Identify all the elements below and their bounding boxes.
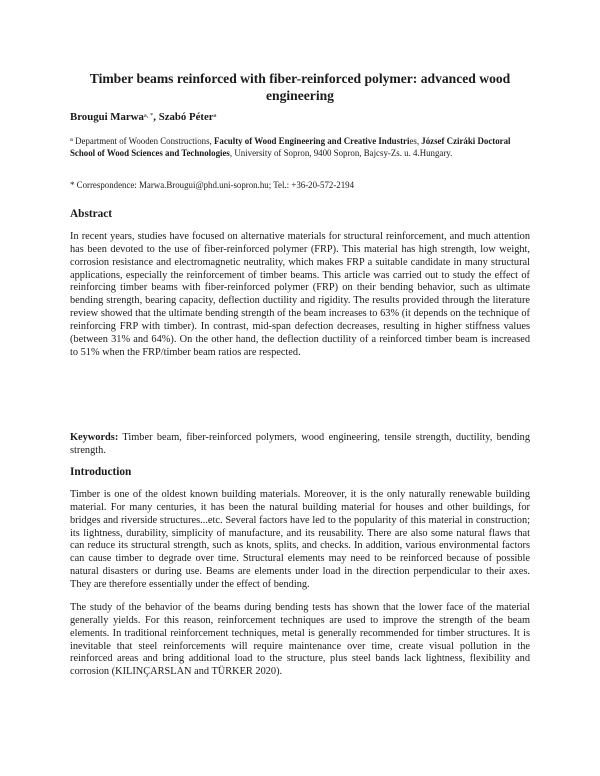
abstract-heading: Abstract (70, 208, 113, 220)
affiliation-faculty: Faculty of Wood Engineering and Creative Industri (214, 136, 410, 146)
keywords-text: Timber beam, fiber-reinforced polymers, wood engineering, tensile strength, ductility, bending strength. (70, 432, 530, 456)
author-list (70, 111, 216, 123)
introduction-paragraph-2: The study of the behavior of the beams during bending tests has shown that the lower face of the material generally yields. For this reason, reinforcement techniques are used to improve the strength of the beam elements. In traditional reinforcement techniques, metal is generally recommended for timber structures. It is inevitable that steel reinforcements will require maintenance over time, create visual pollution in the reinforced areas and bring additional load to the structure, plus steel bands lack lightness, flexibility and corrosion (KILINÇARSLAN and TÜRKER 2020). (70, 602, 530, 678)
author-affiliation-mark: a, * (143, 112, 154, 119)
author-name: Brougui Marwa (70, 111, 144, 123)
author-separator: , (153, 111, 159, 123)
keywords-label: Keywords: (70, 432, 119, 443)
author-name: Szabó Péter (158, 111, 214, 123)
affiliation-department: Department of Wooden Constructions, (72, 136, 214, 146)
affiliation (70, 134, 530, 159)
affiliation-mark: a (70, 136, 73, 143)
affiliation-doctoral-school: József Cziráki Doctoral School of Wood Sciences and Technologies (70, 136, 511, 159)
introduction-heading: Introduction (70, 466, 132, 478)
correspondence-line: * Correspondence: Marwa.Brougui@phd.uni-sopron.hu; Tel.: +36-20-572-2194 (70, 180, 355, 190)
abstract-text: In recent years, studies have focused on alternative materials for structural reinforcement, and much attention has been devoted to the use of fiber-reinforced polymer (FRP). This material has high strength, low weight, corrosion resistance and electromagnetic neutrality, which makes FRP a suitable candidate in many structural applications, especially the reinforcement of timber beams. This article was carried out to study the effect of reinforcing timber beams with fiber-reinforced polymer (FRP) on their bending behavior, such as ultimate bending strength, bearing capacity, deflection ductility and rigidity. The results provided through the literature review showed that the ultimate bending strength of the beam increases to 63% (it depends on the technique of reinforcing FRP with timber). In contrast, mid-span defection decreases, resulting in higher stiffness values (between 31% and 64%). On the other hand, the deflection ductility of a reinforced timber beam is increased to 51% when the FRP/timber beam ratios are respected. (70, 231, 530, 358)
keywords-line (70, 432, 530, 458)
author-affiliation-mark: a (213, 112, 217, 119)
paper-title: Timber beams reinforced with fiber-reinforced polymer: advanced wood engineering (89, 71, 511, 103)
affiliation-text: es, (409, 136, 422, 146)
introduction-paragraph-1: Timber is one of the oldest known building materials. Moreover, it is the only naturally renewable building material. For many centuries, it has been the natural building material for houses and other buildings, for bridges and riverside structures...etc. Several factors have led to the popularity of this material in construction; its lightness, durability, simplicity of manufacture, and its reusability. There are also some natural flaws that can reduce its structural strength, such as knots, splits, and checks. In addition, various environmental factors can cause timber to degrade over time. Structural elements may need to be reinforced because of possible natural disasters or during use. Beams are elements under load in the direction perpendicular to their axes. They are therefore essentially under the effect of bending. (70, 489, 530, 590)
affiliation-address: , University of Sopron, 9400 Sopron, Bajcsy-Zs. u. 4.Hungary. (229, 148, 453, 159)
